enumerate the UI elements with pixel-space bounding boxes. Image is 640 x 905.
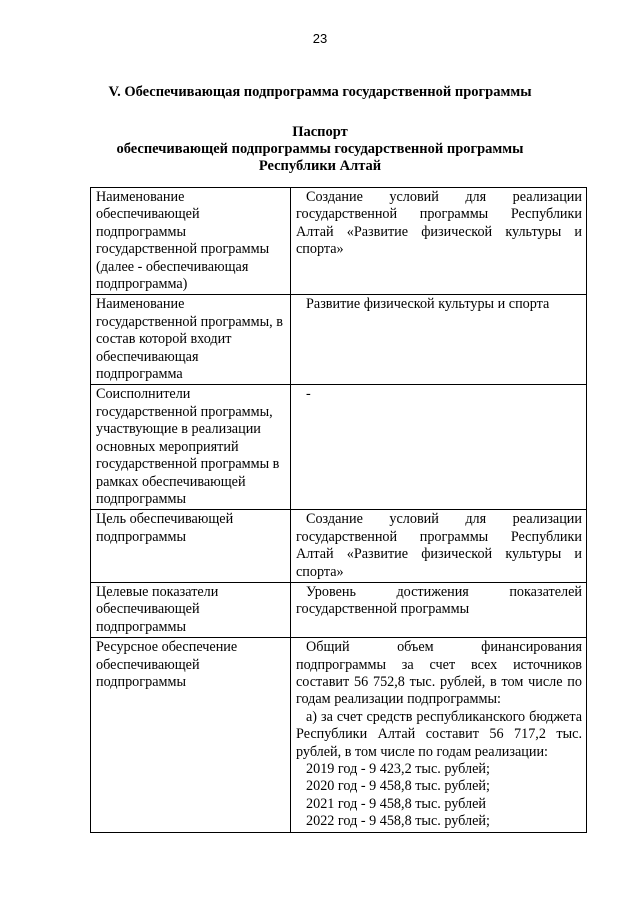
table-row bbox=[91, 188, 587, 295]
resources-year-2022: 2022 год - 9 458,8 тыс. рублей; bbox=[306, 813, 490, 830]
passport-table bbox=[90, 187, 587, 833]
page-number: 23 bbox=[312, 31, 328, 46]
row-label-subprogram-name: Наименование обеспечивающей подпрограммы государственной программы (далее - обеспечивающая подпрограмма) bbox=[91, 188, 291, 295]
row-label-program-name: Наименование государственной программы, в состав которой входит обеспечивающая подпрограмма bbox=[91, 295, 291, 385]
table-row bbox=[91, 510, 587, 583]
table-row bbox=[91, 638, 587, 832]
row-label-resources: Ресурсное обеспечение обеспечивающей подпрограммы bbox=[91, 638, 291, 832]
resources-total: Общий объем финансирования подпрограммы за счет всех источников составит 56 752,8 тыс. рублей, в том числе по годам реализации подпрограммы: bbox=[296, 639, 582, 708]
passport-heading: Паспорт bbox=[292, 124, 348, 140]
row-label-target-indicators: Целевые показатели обеспечивающей подпрограммы bbox=[91, 582, 291, 637]
row-value-coexecutors: - bbox=[291, 385, 587, 510]
table-row bbox=[91, 295, 587, 385]
table-row bbox=[91, 385, 587, 510]
row-value-subprogram-name: Создание условий для реализации государственной программы Республики Алтай «Развитие физической культуры и спорта» bbox=[291, 188, 587, 295]
row-value-goal: Создание условий для реализации государственной программы Республики Алтай «Развитие физической культуры и спорта» bbox=[291, 510, 587, 583]
row-label-goal: Цель обеспечивающей подпрограммы bbox=[91, 510, 291, 583]
resources-year-2019: 2019 год - 9 423,2 тыс. рублей; bbox=[306, 761, 490, 777]
row-value-program-name: Развитие физической культуры и спорта bbox=[291, 295, 587, 385]
section-title: V. Обеспечивающая подпрограмма государственной программы bbox=[108, 84, 532, 100]
resources-year-2021: 2021 год - 9 458,8 тыс. рублей bbox=[306, 795, 486, 812]
row-value-resources bbox=[291, 638, 587, 832]
resources-year-2020: 2020 год - 9 458,8 тыс. рублей; bbox=[306, 778, 490, 795]
passport-subheading-line1: обеспечивающей подпрограммы государственной программы bbox=[116, 141, 524, 157]
row-value-target-indicators: Уровень достижения показателей государственной программы bbox=[291, 582, 587, 637]
table-row bbox=[91, 582, 587, 637]
resources-regional-budget: а) за счет средств республиканского бюджета Республики Алтай составит 56 717,2 тыс. рублей, в том числе по годам реализации: bbox=[296, 708, 582, 760]
passport-heading-block bbox=[0, 124, 640, 175]
row-label-coexecutors: Соисполнители государственной программы, участвующие в реализации основных мероприятий государственной программы в рамках обеспечивающей подпрограммы bbox=[91, 385, 291, 510]
passport-subheading-line2: Республики Алтай bbox=[258, 158, 382, 174]
